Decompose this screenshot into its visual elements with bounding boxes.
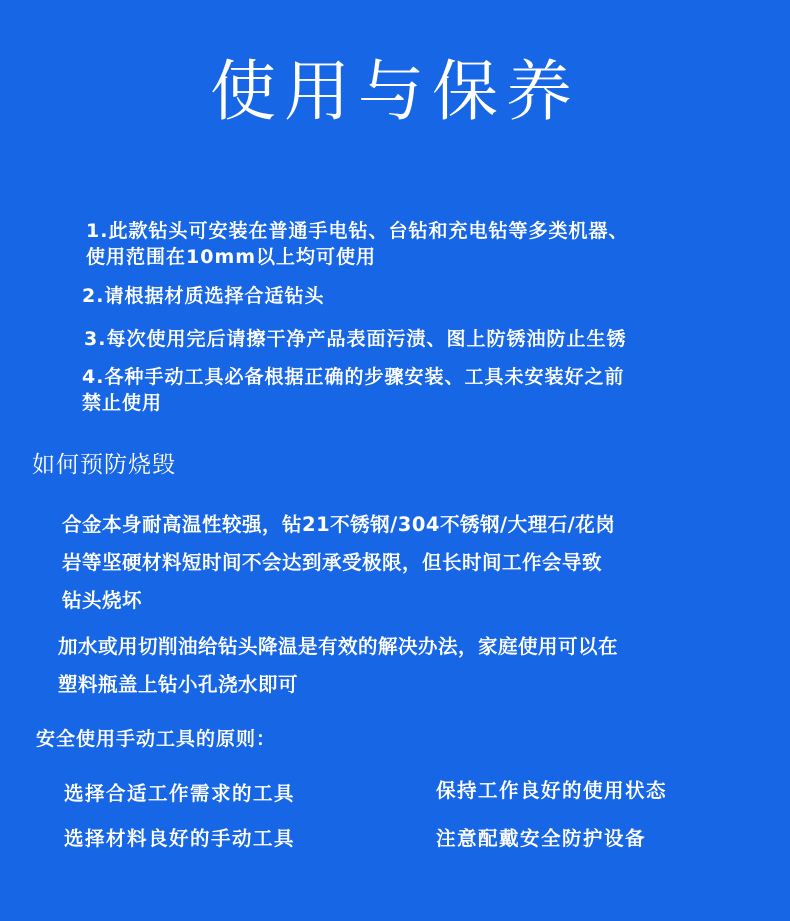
prevent-paragraph-2-line-2: 塑料瓶盖上钻小孔浇水即可 [58, 673, 299, 696]
safety-heading: 安全使用手动工具的原则： [36, 728, 277, 750]
prevent-paragraph-2 [58, 628, 618, 704]
usage-item-1-line-1: 1.此款钻头可安装在普通手电钻、台钻和充电钻等多类机器、 [86, 220, 629, 242]
usage-item-4-line-2: 禁止使用 [82, 392, 163, 414]
usage-item-2: 2.请根据材质选择合适钻头 [82, 285, 325, 307]
safety-item-3: 选择材料良好的手动工具 [64, 827, 296, 850]
usage-item-3: 3.每次使用完后请擦干净产品表面污渍、图上防锈油防止生锈 [84, 328, 627, 350]
safety-item-4: 注意配戴安全防护设备 [436, 827, 647, 850]
safety-item-1: 选择合适工作需求的工具 [64, 782, 296, 805]
usage-item-4-line-1: 4.各种手动工具必备根据正确的步骤安装、工具未安装好之前 [82, 366, 625, 388]
prevent-paragraph-1-line-1: 合金本身耐高温性较强，钻21不锈钢/304不锈钢/大理石/花岗 [62, 513, 616, 536]
prevent-paragraph-1-line-2: 岩等坚硬材料短时间不会达到承受极限，但长时间工作会导致 [62, 551, 603, 574]
prevent-paragraph-2-line-1: 加水或用切削油给钻头降温是有效的解决办法，家庭使用可以在 [58, 635, 619, 658]
page-title: 使用与保养 [210, 53, 580, 130]
safety-item-2: 保持工作良好的使用状态 [436, 779, 668, 802]
prevent-paragraph-1 [62, 506, 615, 620]
usage-item-1-line-2: 使用范围在10mm以上均可使用 [86, 246, 377, 268]
prevent-paragraph-1-line-3: 钻头烧坏 [62, 589, 143, 612]
prevent-burn-heading: 如何预防烧毁 [32, 452, 176, 478]
